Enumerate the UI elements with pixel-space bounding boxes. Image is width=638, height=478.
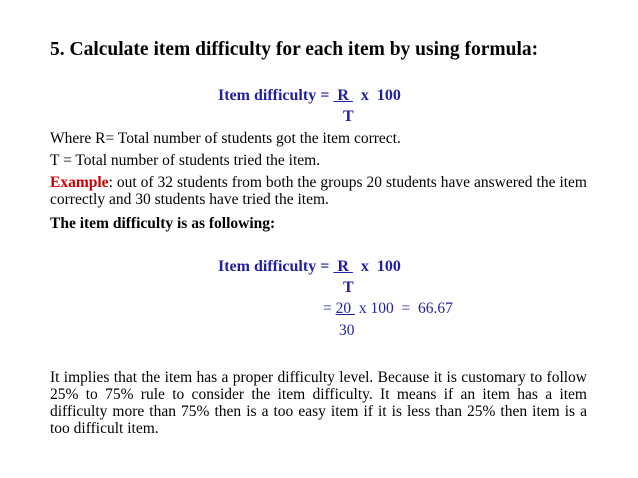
conclusion-paragraph: It implies that the item has a proper difficulty level. Because it is customary to follow 25% to 75% rule to consider the item difficulty. It means if an item has a item difficulty more than 75% then is a too easy item if it is less than 25% then item is a too difficult item. xyxy=(50,369,587,437)
r-definition: Where R= Total number of students got the item correct. xyxy=(50,130,401,147)
calc-prefix: = xyxy=(323,300,336,317)
example-paragraph xyxy=(50,174,587,208)
formula-1-multiplier: x 100 xyxy=(352,87,401,104)
calculation-line xyxy=(323,300,453,318)
calc-denominator: 30 xyxy=(339,322,355,339)
formula-1-label: Item difficulty = xyxy=(218,87,334,104)
section-heading: 5. Calculate item difficulty for each item by using formula: xyxy=(50,39,539,60)
calc-numerator: 20 xyxy=(335,300,355,317)
formula-1-numerator: R xyxy=(333,87,353,104)
formula-1-line xyxy=(218,87,401,105)
example-label: Example xyxy=(50,174,109,191)
following-label: The item difficulty is as following: xyxy=(50,215,276,232)
t-definition: T = Total number of students tried the item. xyxy=(50,152,321,169)
formula-2-label: Item difficulty = xyxy=(218,258,334,275)
calc-rest: x 100 = 66.67 xyxy=(355,300,453,317)
formula-2-multiplier: x 100 xyxy=(352,258,401,275)
formula-1-denominator: T xyxy=(343,108,354,125)
formula-2-numerator: R xyxy=(333,258,353,275)
example-text: : out of 32 students from both the groups 20 students have answered the item correctly and 30 students have tried the item. xyxy=(50,174,587,208)
formula-2-line xyxy=(218,258,401,276)
formula-2-denominator: T xyxy=(343,279,354,296)
